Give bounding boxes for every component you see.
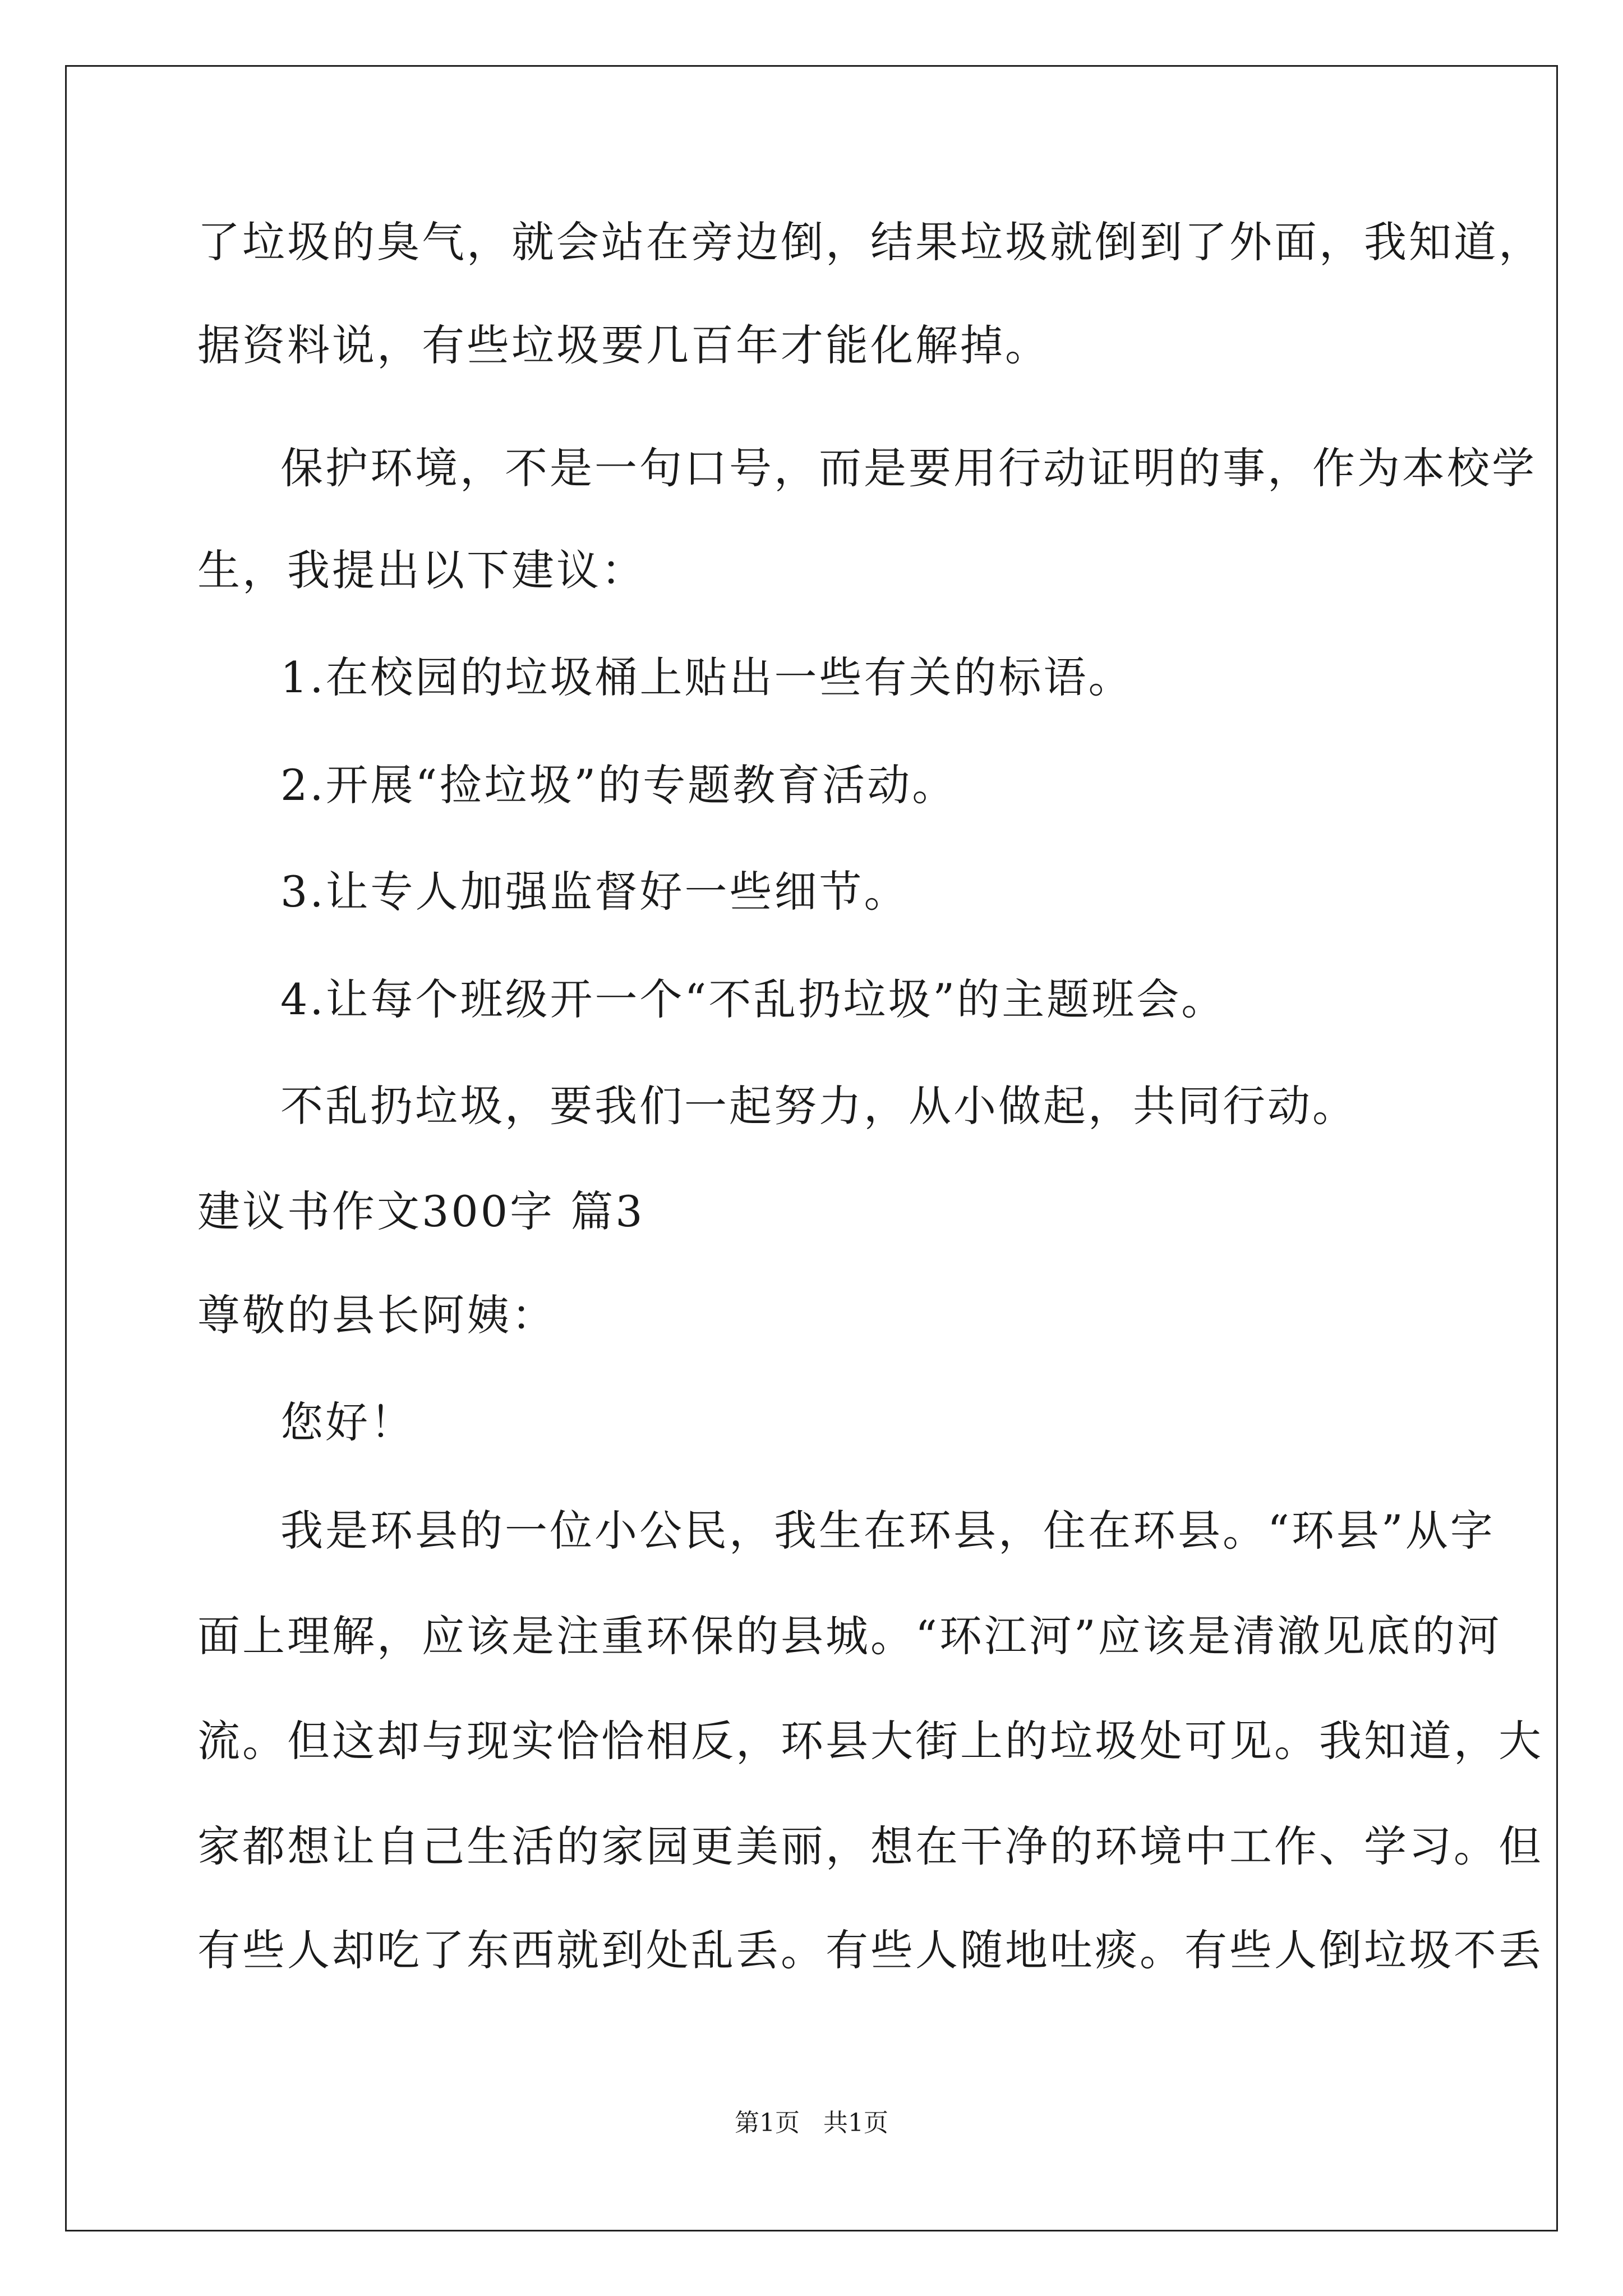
paragraph-line: 面上理解，应该是注重环保的县城。“环江河”应该是清澈见底的河 xyxy=(197,1611,1502,1661)
paragraph-line: 据资料说，有些垃圾要几百年才能化解掉。 xyxy=(197,320,1050,370)
list-item: 4.让每个班级开一个“不乱扔垃圾”的主题班会。 xyxy=(280,974,1227,1024)
salutation: 尊敬的县长阿姨： xyxy=(197,1290,556,1340)
section-heading: 建议书作文300字 篇3 xyxy=(197,1186,645,1236)
paragraph-line: 不乱扔垃圾，要我们一起努力，从小做起，共同行动。 xyxy=(280,1081,1357,1131)
paragraph-line: 有些人却吃了东西就到处乱丢。有些人随地吐痰。有些人倒垃圾不丢 xyxy=(197,1925,1543,1975)
list-item: 1.在校园的垃圾桶上贴出一些有关的标语。 xyxy=(280,652,1133,702)
paragraph-line: 生，我提出以下建议： xyxy=(197,545,646,595)
paragraph-line: 了垃圾的臭气，就会站在旁边倒，结果垃圾就倒到了外面，我知道， xyxy=(197,217,1543,267)
paragraph-line: 保护环境，不是一句口号，而是要用行动证明的事，作为本校学 xyxy=(280,443,1537,493)
page-footer: 第1页 共1页 xyxy=(735,2109,888,2137)
paragraph-line: 我是环县的一位小公民，我生在环县，住在环县。“环县”从字 xyxy=(280,1506,1495,1556)
page-border xyxy=(65,65,1558,2231)
list-item: 2.开展“捡垃圾”的专题教育活动。 xyxy=(280,760,957,810)
greeting: 您好！ xyxy=(280,1397,415,1447)
paragraph-line: 家都想让自己生活的家园更美丽，想在干净的环境中工作、学习。但 xyxy=(197,1821,1543,1871)
paragraph-line: 流。但这却与现实恰恰相反，环县大街上的垃圾处可见。我知道，大 xyxy=(197,1716,1543,1766)
list-item: 3.让专人加强监督好一些细节。 xyxy=(280,867,909,917)
